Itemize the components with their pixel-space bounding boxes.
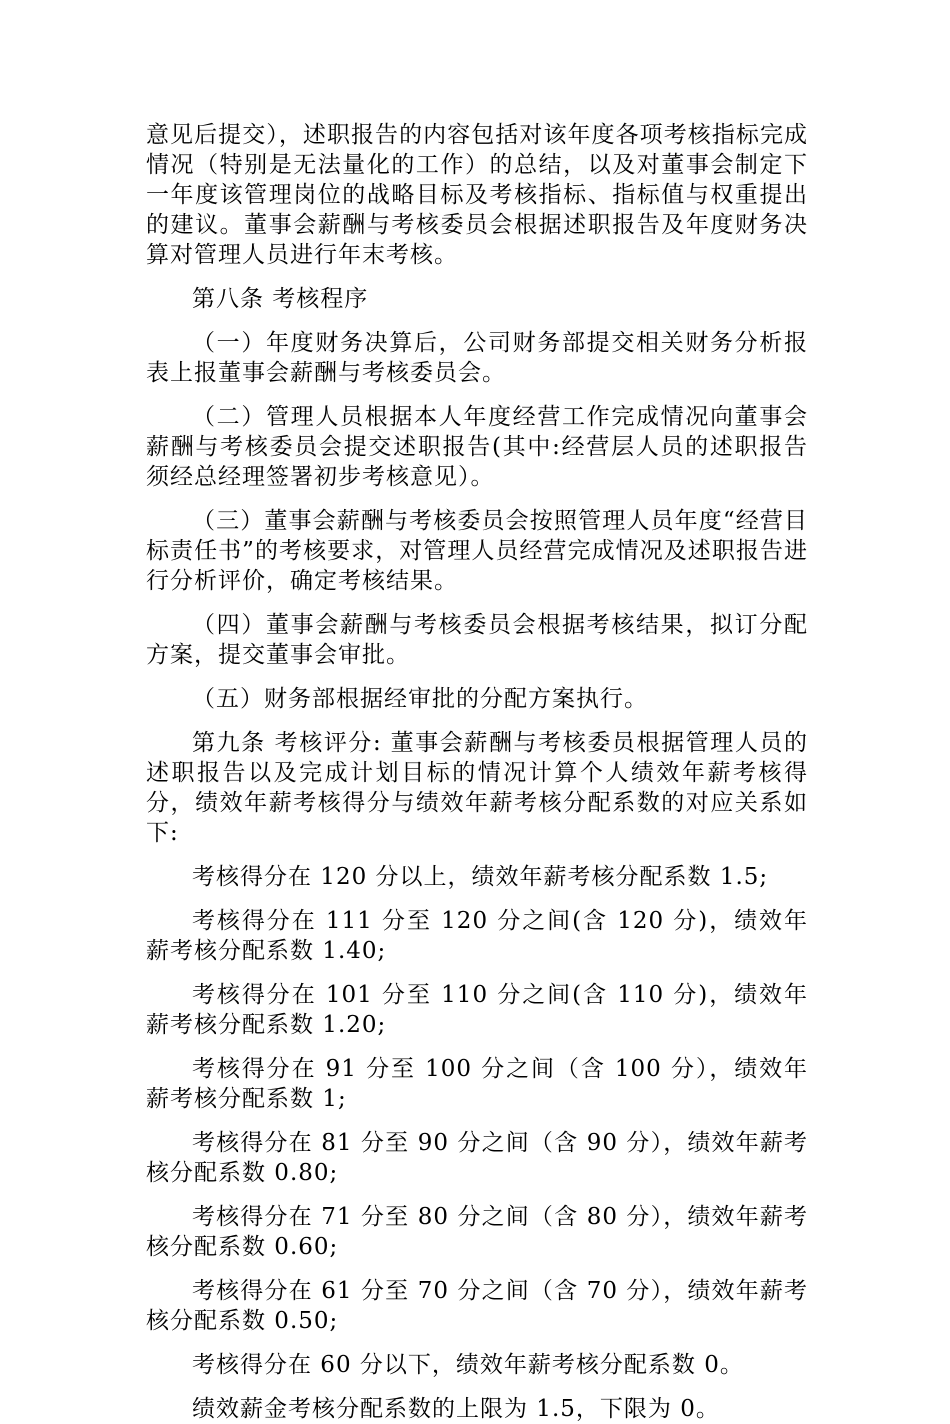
score-tier-111-120: 考核得分在 111 分至 120 分之间(含 120 分)，绩效年薪考核分配系数 1.40;: [146, 908, 808, 964]
procedure-step-2: （二）管理人员根据本人年度经营工作完成情况向董事会薪酬与考核委员会提交述职报告(其中:经营层人员的述职报告须经总经理签署初步考核意见）。: [146, 404, 808, 490]
procedure-step-4: （四）董事会薪酬与考核委员会根据考核结果，拟订分配方案，提交董事会审批。: [146, 612, 808, 668]
article-9-scoring: 第九条 考核评分: 董事会薪酬与考核委员根据管理人员的述职报告以及完成计划目标的情况计算个人绩效年薪考核得分，绩效年薪考核得分与绩效年薪考核分配系数的对应关系如下:: [146, 730, 808, 846]
procedure-step-1: （一）年度财务决算后，公司财务部提交相关财务分析报表上报董事会薪酬与考核委员会。: [146, 330, 808, 386]
paragraph-review-report-content: 意见后提交），述职报告的内容包括对该年度各项考核指标完成情况（特别是无法量化的工作）的总结，以及对董事会制定下一年度该管理岗位的战略目标及考核指标、指标值与权重提出的建议。董事会薪酬与考核委员会根据述职报告及年度财务决算对管理人员进行年末考核。: [146, 122, 808, 268]
score-tier-above-120: 考核得分在 120 分以上，绩效年薪考核分配系数 1.5;: [192, 864, 769, 890]
score-tier-61-70: 考核得分在 61 分至 70 分之间（含 70 分），绩效年薪考核分配系数 0.50;: [146, 1278, 808, 1334]
article-8-heading: 第八条 考核程序: [192, 286, 369, 312]
procedure-step-3: （三）董事会薪酬与考核委员会按照管理人员年度“经营目标责任书”的考核要求，对管理人员经营完成情况及述职报告进行分析评价，确定考核结果。: [146, 508, 808, 594]
coefficient-limits: 绩效薪金考核分配系数的上限为 1.5，下限为 0。: [192, 1396, 720, 1422]
procedure-step-5: （五）财务部根据经审批的分配方案执行。: [192, 686, 648, 712]
score-tier-101-110: 考核得分在 101 分至 110 分之间(含 110 分)，绩效年薪考核分配系数 1.20;: [146, 982, 808, 1038]
score-tier-71-80: 考核得分在 71 分至 80 分之间（含 80 分），绩效年薪考核分配系数 0.60;: [146, 1204, 808, 1260]
score-tier-81-90: 考核得分在 81 分至 90 分之间（含 90 分），绩效年薪考核分配系数 0.80;: [146, 1130, 808, 1186]
score-tier-91-100: 考核得分在 91 分至 100 分之间（含 100 分），绩效年薪考核分配系数 1;: [146, 1056, 808, 1112]
score-tier-below-60: 考核得分在 60 分以下，绩效年薪考核分配系数 0。: [192, 1352, 744, 1378]
